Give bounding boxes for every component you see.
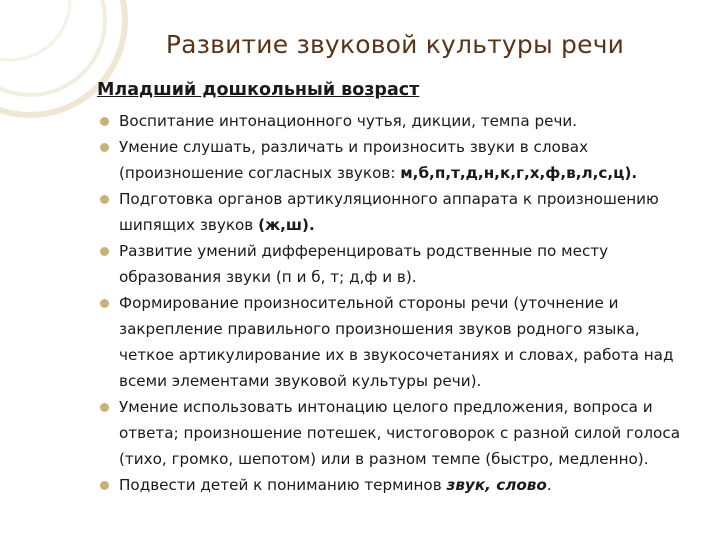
page-title: Развитие звуковой культуры речи	[165, 30, 625, 59]
list-item: Подготовка органов артикуляционного аппарата к произношению шипящих звуков (ж,ш).	[97, 186, 687, 238]
bullet-list	[97, 108, 687, 498]
list-item: Формирование произносительной стороны речи (уточнение и закрепление правильного произношения звуков родного языка, четкое артикулирование их в звукосочетаниях и словах, работа над всеми элементами звуковой культуры речи).	[97, 290, 687, 394]
list-item: Подвести детей к пониманию терминов звук, слово.	[97, 472, 687, 498]
list-item: Воспитание интонационного чутья, дикции, темпа речи.	[97, 108, 687, 134]
list-item: Развитие умений дифференцировать родственные по месту образования звуки (п и б, т; д,ф и в).	[97, 238, 687, 290]
list-item: Умение слушать, различать и произносить звуки в словах (произношение согласных звуков: м,б,п,т,д,н,к,г,х,ф,в,л,с,ц).	[97, 134, 687, 186]
section-subtitle: Младший дошкольный возраст	[97, 80, 420, 100]
list-item: Умение использовать интонацию целого предложения, вопроса и ответа; произношение потешек, чистоговорок с разной силой голоса (тихо, громко, шепотом) или в разном темпе (быстро, медленно).	[97, 394, 687, 472]
